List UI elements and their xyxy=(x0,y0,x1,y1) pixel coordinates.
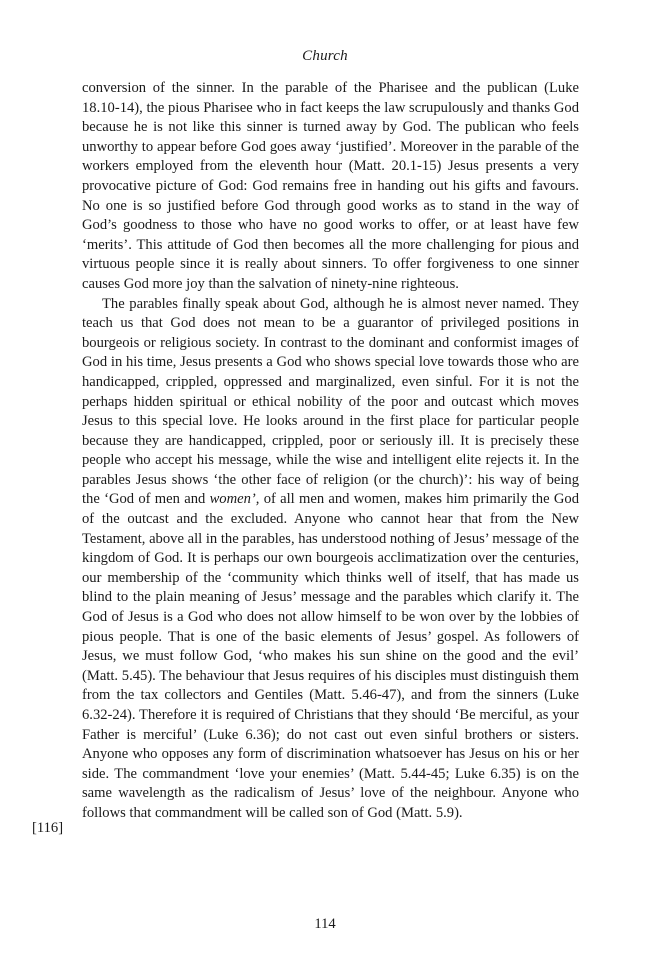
paragraph-1: conversion of the sinner. In the parable of the Pharisee and the publican (Luke 18.10-14), the pious Pharisee who in fact keeps the law scrupulously and thanks God because he is not like this sinner is turned away by God. The publican who feels unworthy to appear before God goes away ‘justified’. Moreover in the parable of the workers employed from the eleventh hour (Matt. 20.1-15) Jesus presents a very provocative picture of God: God remains free in handing out his gifts and favours. No one is so justified before God through good works as to stand in the way of God’s goodness to those who have no good works to offer, or at least have few ‘merits’. This attitude of God then becomes all the more challenging for pious and virtuous people since it is really about sinners. To offer forgiveness to one sinner causes God more joy than the salvation of ninety-nine righteous. xyxy=(82,80,579,292)
italic-word: women’, xyxy=(209,491,260,508)
body-text xyxy=(82,79,579,824)
page-number: 114 xyxy=(314,916,336,932)
margin-page-reference: [116] xyxy=(32,820,64,836)
paragraph-2 xyxy=(82,295,579,824)
running-head: Church xyxy=(302,48,348,64)
paragraph-2-part-1: The parables finally speak about God, although he is almost never named. They teach us that God does not mean to be a guarantor of privileged positions in bourgeois or religious society. In contrast to the dominant and conformist images of God in his time, Jesus presents a God who shows special love towards those who are handicapped, crippled, oppressed and marginalized, even sinful. For it is not the perhaps hidden spiritual or ethical nobility of the poor and outcast which moves Jesus to this special love. He looks around in the first place for particular people because they are handicapped, crippled, poor or seriously ill. It is precisely these people who accept his message, while the wise and intelligent elite rejects it. In the parables Jesus shows ‘the other face of religion (or the church)’: his way of being the ‘God of men and xyxy=(82,295,579,508)
paragraph-2-part-2: of all men and women, makes him primarily the God of the outcast and the excluded. Anyone who cannot hear that from the New Testament, above all in the parables, has understood nothing of Jesus’ message of the kingdom of God. It is perhaps our own bourgeois acclimatization over the centuries, our membership of the ‘community which thinks well of itself, that has made us blind to the plain meaning of Jesus’ message and the parables which clarify it. The God of Jesus is a God who does not allow himself to be won over by the lobbies of pious people. That is one of the basic elements of Jesus’ gospel. As followers of Jesus, we must follow God, ‘who makes his sun shine on the good and the evil’ (Matt. 5.45). The behaviour that Jesus requires of his disciples must distinguish them from the tax collectors and Gentiles (Matt. 5.46-47), and from the sinners (Luke 6.32-24). Therefore it is required of Christians that they should ‘Be merciful, as your Father is merciful’ (Luke 6.36); do not cast out even sinful brothers or sisters. Anyone who opposes any form of discrimination whatsoever has Jesus on his or her side. The commandment ‘love your enemies’ (Matt. 5.44-45; Luke 6.35) is on the same wavelength as the radicalism of Jesus’ love of the neighbour. Anyone who follows that commandment will be called son of God (Matt. 5.9). xyxy=(82,491,579,821)
